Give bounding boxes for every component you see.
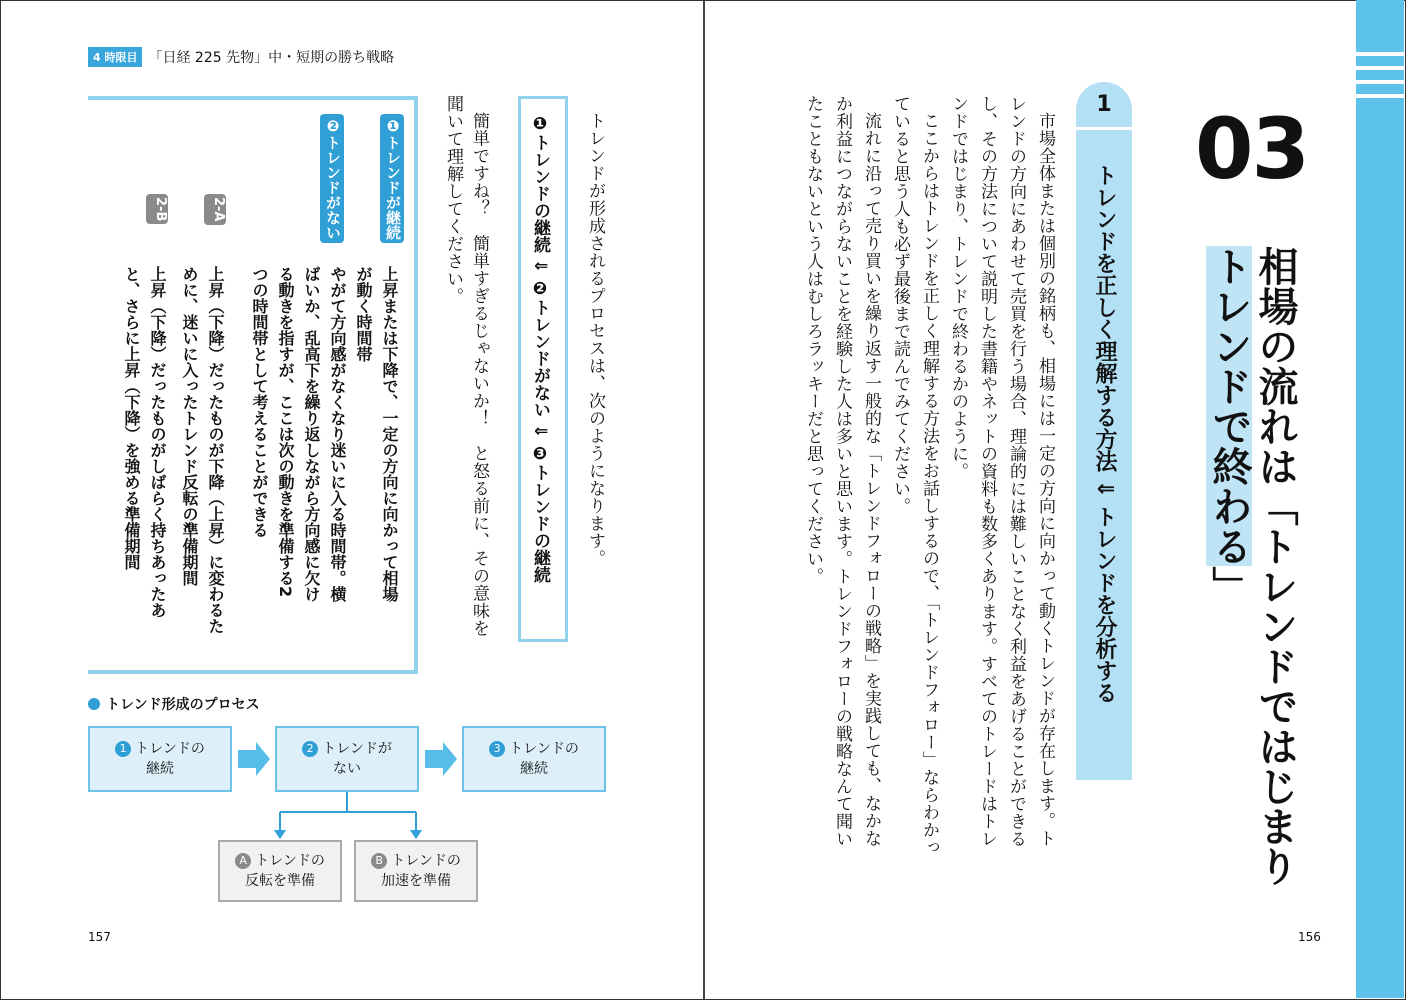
diagram-node-a: A トレンドの 反転を準備 (218, 840, 342, 902)
def2a-label: 2-A (204, 194, 226, 225)
body-line-4: ンドではじまり、トレンドで終わるかのように。 (948, 95, 968, 480)
def1-label: ❶トレンドが継続 (380, 114, 404, 243)
number-1-icon: 1 (115, 741, 131, 757)
chapter-title-line2: トレンドで終わる」 (1206, 246, 1252, 606)
arrow-down-icon (274, 830, 286, 839)
arrow-right-icon (238, 742, 270, 776)
def2-label: ❷トレンドがない (320, 114, 344, 243)
section-title: トレンドを正しく理解する方法 ⇓ トレンドを分析する (1092, 164, 1117, 704)
def2b-line2: と、さらに上昇（下降）を強める準備期間 (122, 266, 141, 570)
body-line-9: たこともないという人はむしろラッキーだと思ってください。 (803, 95, 823, 585)
chapter-title-line1: 相場の流れは「トレンドではじまり (1252, 246, 1298, 886)
body-line-2: レンドの方向にあわせて売買を行う場合、理論的には難しいことなく利益をあげることができる (1006, 95, 1026, 848)
page-number-left: 157 (88, 930, 111, 944)
def2b-label: 2-B (146, 194, 168, 224)
chapter-number: 03 (1195, 100, 1308, 198)
header-title: 「日経 225 先物」中・短期の勝ち戦略 (148, 50, 395, 66)
easy-paragraph-line2: 聞いて理解してください。 (443, 95, 463, 305)
body-line-8: か利益につながらないことを経験した人は多いと思います。トレンドフォローの戦略なんて聞い (832, 95, 852, 848)
diagram-node-2: 2 トレンドが ない (275, 726, 419, 792)
def2-line2: ばいか、乱高下を繰り返しながら方向感に欠け (302, 266, 321, 602)
number-3-icon: 3 (489, 741, 505, 757)
letter-b-icon: B (371, 853, 387, 869)
def2-line3: る動きを指すが、ここは次の動きを準備する2 (276, 266, 295, 598)
def2-line4: つの時間帯として考えることができる (250, 266, 269, 538)
def1-line1: 上昇または下降で、一定の方向に向かって相場 (380, 266, 399, 602)
letter-a-icon: A (235, 853, 251, 869)
diagram-title: トレンド形成のプロセス (88, 694, 260, 714)
arrow-right-icon (425, 742, 457, 776)
body-line-5: ここからはトレンドを正しく理解する方法をお話しするので、「トレンドフォロー」ならわかっ (919, 112, 939, 856)
diagram-node-1: 1 トレンドの 継続 (88, 726, 232, 792)
def1-line2: が動く時間帯 (354, 266, 373, 362)
body-line-1: 市場全体または個別の銘柄も、相場には一定の方向に向かって動くトレンドが存在します。ト (1035, 112, 1055, 847)
def2b-line1: 上昇（下降）だったものがしばらく持ちあったあ (148, 266, 167, 618)
intro-paragraph: トレンドが形成されるプロセスは、次のようになります。 (585, 112, 605, 567)
flow-summary-line: ❶トレンドの継続 ⇓ ❷トレンドがない ⇓ ❸トレンドの継続 (530, 114, 550, 584)
def2a-line2: めに、迷いに入ったトレンド反転の準備期間 (180, 266, 199, 586)
header-tag: 4 時限目 (88, 47, 142, 67)
page-number-right: 156 (1298, 930, 1321, 944)
diagram-node-3: 3 トレンドの 継続 (462, 726, 606, 792)
easy-paragraph-line1: 簡単ですね？ 簡単すぎるじゃないか！ と怒る前に、その意味を (469, 112, 489, 637)
body-line-6: ていると思う人も必ず最後まで読んでみてください。 (890, 95, 910, 515)
body-line-7: 流れに沿って売り買いを繰り返す一般的な「トレンドフォローの戦略」を実践しても、なかな (861, 112, 881, 847)
side-index-rail (1356, 0, 1404, 998)
body-line-3: し、その方法について説明した書籍やネットの資料も数多くあります。すべてのトレードはトレ (977, 95, 997, 848)
def2-line1: やがて方向感がなくなり迷いに入る時間帯。横 (328, 266, 347, 602)
def2a-line1: 上昇（下降）だったものが下降（上昇）に変わるた (206, 266, 225, 634)
number-2-icon: 2 (302, 741, 318, 757)
branch-connector (280, 792, 416, 832)
diagram-node-b: B トレンドの 加速を準備 (354, 840, 478, 902)
arrow-down-icon (410, 830, 422, 839)
section-number: 1 (1076, 82, 1132, 130)
